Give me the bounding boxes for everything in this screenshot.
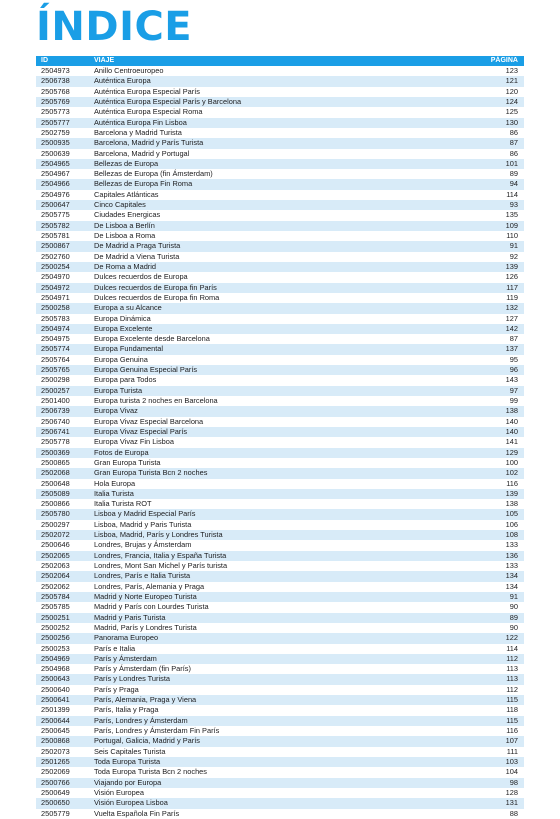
row-trip: Auténtica Europa xyxy=(94,76,151,86)
table-row xyxy=(36,324,524,334)
row-trip: Vuelta Española Fin París xyxy=(94,808,180,818)
row-id: 2504972 xyxy=(41,282,70,292)
row-page: 139 xyxy=(505,261,518,271)
row-trip: Londres, París e Italia Turista xyxy=(94,571,191,581)
row-id: 2500648 xyxy=(41,478,70,488)
row-trip: De Madrid a Viena Turista xyxy=(94,251,180,261)
row-trip: De Lisboa a Berlín xyxy=(94,220,155,230)
table-row xyxy=(36,221,524,231)
row-trip: Londres, Francia, Italia y España Turista xyxy=(94,550,227,560)
row-id: 2500252 xyxy=(41,622,70,632)
row-trip: París y Ámsterdam xyxy=(94,653,157,663)
table-row xyxy=(36,76,524,86)
row-trip: Europa turista 2 noches en Barcelona xyxy=(94,396,218,405)
row-trip: Hola Europa xyxy=(94,478,136,488)
row-trip: Madrid y París con Lourdes Turista xyxy=(94,602,209,612)
row-id: 2504970 xyxy=(41,272,70,282)
table-row xyxy=(36,798,524,808)
row-page: 115 xyxy=(506,715,518,725)
table-row xyxy=(36,468,524,478)
row-id: 2500646 xyxy=(41,540,70,550)
row-page: 135 xyxy=(505,210,518,220)
row-id: 2500867 xyxy=(41,241,70,251)
row-trip: París, Londres y Ámsterdam Fin París xyxy=(94,726,220,735)
row-trip: Viajando por Europa xyxy=(94,777,162,787)
row-trip: Italia Turista xyxy=(94,488,134,498)
row-page: 127 xyxy=(505,313,518,323)
row-id: 2500297 xyxy=(41,519,70,529)
table-row xyxy=(36,592,524,602)
row-id: 2504966 xyxy=(41,179,70,189)
table-row xyxy=(36,654,524,664)
row-page: 99 xyxy=(509,396,518,405)
row-trip: París, Alemania, Praga y Viena xyxy=(94,695,197,705)
row-id: 2504975 xyxy=(41,334,70,344)
row-id: 2500256 xyxy=(41,633,70,643)
table-row xyxy=(36,107,524,117)
table-body xyxy=(36,66,524,819)
table-row xyxy=(36,344,524,354)
table-row xyxy=(36,448,524,458)
row-id: 2504971 xyxy=(41,292,70,302)
row-id: 2500766 xyxy=(41,777,70,787)
row-id: 2500650 xyxy=(41,798,70,808)
table-row xyxy=(36,551,524,561)
row-page: 113 xyxy=(506,674,518,684)
row-id: 2505785 xyxy=(41,602,70,612)
row-page: 106 xyxy=(505,519,518,529)
row-trip: Europa Vivaz Especial Barcelona xyxy=(94,416,204,426)
row-id: 2500254 xyxy=(41,261,70,271)
row-trip: Europa Vivaz xyxy=(94,406,138,416)
row-id: 2504969 xyxy=(41,653,70,663)
row-page: 138 xyxy=(505,499,518,509)
row-id: 2502065 xyxy=(41,550,70,560)
row-trip: Lisboa, Madrid y Paris Turista xyxy=(94,519,192,529)
column-header-page: PÁGINA xyxy=(490,57,518,64)
row-trip: De Roma a Madrid xyxy=(94,261,157,271)
row-page: 133 xyxy=(505,540,518,550)
row-trip: Auténtica Europa Fin Lisboa xyxy=(94,117,187,127)
row-page: 86 xyxy=(509,127,518,137)
row-trip: Capitales Atlánticas xyxy=(94,189,159,199)
table-row xyxy=(36,66,524,76)
row-page: 118 xyxy=(506,705,518,715)
row-page: 94 xyxy=(509,179,518,189)
row-page: 112 xyxy=(506,684,518,694)
row-trip: Auténtica Europa Especial París xyxy=(94,86,200,96)
table-row xyxy=(36,540,524,550)
table-row xyxy=(36,530,524,540)
row-trip: Madrid y Norte Europeo Turista xyxy=(94,591,197,601)
row-page: 130 xyxy=(505,117,518,127)
row-page: 125 xyxy=(505,107,518,117)
row-page: 102 xyxy=(505,468,518,478)
row-trip: Londres, París, Alemania y Praga xyxy=(94,581,205,591)
table-row xyxy=(36,509,524,519)
row-page: 91 xyxy=(509,241,518,251)
row-page: 87 xyxy=(509,334,518,344)
row-id: 2505768 xyxy=(41,86,70,96)
row-page: 112 xyxy=(506,653,518,663)
row-id: 2505777 xyxy=(41,117,70,127)
row-trip: Lisboa y Madrid Especial París xyxy=(94,509,196,519)
row-page: 111 xyxy=(506,746,518,756)
row-trip: Europa para Todos xyxy=(94,375,157,385)
table-row xyxy=(36,169,524,179)
table-row xyxy=(36,138,524,148)
row-trip: Londres, Brujas y Ámsterdam xyxy=(94,540,192,550)
row-id: 2502063 xyxy=(41,561,70,570)
row-id: 2500258 xyxy=(41,303,70,313)
row-page: 140 xyxy=(505,426,518,436)
row-trip: Auténtica Europa Especial Roma xyxy=(94,107,203,117)
row-trip: Barcelona y Madrid Turista xyxy=(94,127,182,137)
row-id: 2504968 xyxy=(41,664,70,674)
row-trip: Europa Excelente xyxy=(94,323,153,333)
table-row xyxy=(36,716,524,726)
row-trip: Europa Fundamental xyxy=(94,344,164,354)
row-id: 2505764 xyxy=(41,354,70,364)
table-row xyxy=(36,809,524,819)
row-id: 2505089 xyxy=(41,488,70,498)
row-id: 2500644 xyxy=(41,715,70,725)
table-row xyxy=(36,582,524,592)
row-page: 91 xyxy=(509,591,518,601)
row-id: 2505782 xyxy=(41,220,70,230)
row-trip: París y Praga xyxy=(94,684,139,694)
table-row xyxy=(36,747,524,757)
row-id: 2505783 xyxy=(41,313,70,323)
row-page: 90 xyxy=(509,622,518,632)
table-row xyxy=(36,396,524,406)
row-id: 2505773 xyxy=(41,107,70,117)
row-id: 2500868 xyxy=(41,736,70,746)
row-id: 2500298 xyxy=(41,375,70,385)
row-page: 114 xyxy=(506,189,518,199)
row-page: 126 xyxy=(505,272,518,282)
table-row xyxy=(36,685,524,695)
table-row xyxy=(36,736,524,746)
row-trip: Gran Europa Turista xyxy=(94,457,161,467)
table-row xyxy=(36,499,524,509)
row-page: 101 xyxy=(505,158,518,168)
row-page: 122 xyxy=(505,633,518,643)
row-page: 98 xyxy=(509,777,518,787)
row-id: 2501399 xyxy=(41,705,70,715)
table-row xyxy=(36,623,524,633)
row-trip: Toda Europa Turista Bcn 2 noches xyxy=(94,767,207,777)
row-trip: Madrid y Paris Turista xyxy=(94,612,166,622)
row-trip: Bellezas de Europa Fin Roma xyxy=(94,179,193,189)
row-trip: Madrid, París y Londres Turista xyxy=(94,622,197,632)
table-row xyxy=(36,437,524,447)
row-id: 2502072 xyxy=(41,530,70,540)
table-row xyxy=(36,386,524,396)
row-id: 2504965 xyxy=(41,158,70,168)
row-id: 2501265 xyxy=(41,756,70,766)
row-trip: Panorama Europeo xyxy=(94,633,159,643)
row-trip: Dulces recuerdos de Europa xyxy=(94,272,188,282)
row-id: 2505775 xyxy=(41,210,70,220)
table-row xyxy=(36,87,524,97)
row-page: 134 xyxy=(505,581,518,591)
row-trip: Bellezas de Europa (fin Ámsterdam) xyxy=(94,169,213,179)
page-title: ÍNDICE xyxy=(36,4,193,50)
table-row xyxy=(36,365,524,375)
row-trip: Cinco Capitales xyxy=(94,200,146,210)
row-id: 2505781 xyxy=(41,231,70,240)
row-page: 121 xyxy=(505,76,518,86)
row-id: 2505779 xyxy=(41,808,70,818)
row-page: 103 xyxy=(505,756,518,766)
row-page: 114 xyxy=(506,643,518,653)
row-trip: De Madrid a Praga Turista xyxy=(94,241,181,251)
row-trip: París y Ámsterdam (fin París) xyxy=(94,664,191,674)
row-trip: Europa a su Alcance xyxy=(94,303,162,313)
row-page: 96 xyxy=(509,365,518,375)
row-id: 2500257 xyxy=(41,385,70,395)
row-page: 141 xyxy=(505,437,518,447)
row-page: 133 xyxy=(505,561,518,570)
row-id: 2505774 xyxy=(41,344,70,354)
row-id: 2501400 xyxy=(41,396,70,405)
row-page: 107 xyxy=(505,736,518,746)
row-trip: Europa Genuina xyxy=(94,354,148,364)
row-id: 2500649 xyxy=(41,787,70,797)
row-id: 2502069 xyxy=(41,767,70,777)
row-page: 123 xyxy=(505,66,518,75)
row-id: 2500640 xyxy=(41,684,70,694)
table-row xyxy=(36,427,524,437)
row-trip: Dulces recuerdos de Europa fin París xyxy=(94,282,217,292)
row-id: 2502759 xyxy=(41,127,70,137)
row-id: 2500866 xyxy=(41,499,70,509)
table-header xyxy=(36,56,524,66)
table-row xyxy=(36,633,524,643)
row-trip: Barcelona, Madrid y Portugal xyxy=(94,148,190,158)
row-page: 136 xyxy=(505,550,518,560)
row-id: 2502760 xyxy=(41,251,70,261)
row-trip: Europa Excelente desde Barcelona xyxy=(94,334,210,344)
row-page: 140 xyxy=(505,416,518,426)
table-row xyxy=(36,355,524,365)
row-page: 86 xyxy=(509,148,518,158)
table-row xyxy=(36,695,524,705)
table-row xyxy=(36,571,524,581)
row-id: 2502062 xyxy=(41,581,70,591)
row-page: 110 xyxy=(506,231,518,240)
row-id: 2506738 xyxy=(41,76,70,86)
table-row xyxy=(36,272,524,282)
row-trip: Toda Europa Turista xyxy=(94,756,161,766)
row-page: 97 xyxy=(509,385,518,395)
row-page: 89 xyxy=(509,169,518,179)
table-row xyxy=(36,159,524,169)
row-id: 2505784 xyxy=(41,591,70,601)
row-id: 2500645 xyxy=(41,726,70,735)
table-row xyxy=(36,118,524,128)
table-row xyxy=(36,375,524,385)
row-trip: Ciudades Energicas xyxy=(94,210,161,220)
table-row xyxy=(36,231,524,241)
row-page: 117 xyxy=(506,282,518,292)
row-trip: Italia Turista ROT xyxy=(94,499,152,509)
row-page: 88 xyxy=(509,808,518,818)
row-page: 129 xyxy=(505,447,518,457)
row-trip: De Lisboa a Roma xyxy=(94,231,156,240)
row-page: 105 xyxy=(505,509,518,519)
row-page: 116 xyxy=(506,478,518,488)
index-table xyxy=(36,56,524,819)
table-row xyxy=(36,561,524,571)
table-row xyxy=(36,128,524,138)
row-trip: Auténtica Europa Especial París y Barcelona xyxy=(94,96,242,106)
row-trip: París e Italia xyxy=(94,643,136,653)
row-trip: París, Italia y Praga xyxy=(94,705,159,715)
table-row xyxy=(36,479,524,489)
table-row xyxy=(36,314,524,324)
row-page: 113 xyxy=(506,664,518,674)
row-page: 139 xyxy=(505,488,518,498)
row-id: 2504974 xyxy=(41,323,70,333)
row-trip: París, Londres y Ámsterdam xyxy=(94,715,188,725)
table-row xyxy=(36,788,524,798)
row-page: 134 xyxy=(505,571,518,581)
table-row xyxy=(36,613,524,623)
row-trip: Europa Vivaz Especial París xyxy=(94,426,188,436)
row-page: 119 xyxy=(506,292,518,302)
row-id: 2500641 xyxy=(41,695,70,705)
row-trip: Europa Dinámica xyxy=(94,313,151,323)
row-id: 2500643 xyxy=(41,674,70,684)
row-page: 131 xyxy=(505,798,518,808)
row-trip: París y Londres Turista xyxy=(94,674,170,684)
row-id: 2502068 xyxy=(41,468,70,478)
table-row xyxy=(36,200,524,210)
row-page: 87 xyxy=(509,138,518,148)
row-id: 2500251 xyxy=(41,612,70,622)
row-id: 2500253 xyxy=(41,643,70,653)
row-id: 2505769 xyxy=(41,96,70,106)
column-header-trip: VIAJE xyxy=(94,57,115,64)
row-page: 115 xyxy=(506,695,518,705)
row-trip: Visión Europea Lisboa xyxy=(94,798,168,808)
table-row xyxy=(36,293,524,303)
row-trip: Lisboa, Madrid, París y Londres Turista xyxy=(94,530,223,540)
row-trip: Fotos de Europa xyxy=(94,447,149,457)
row-page: 116 xyxy=(506,726,518,735)
column-header-id: ID xyxy=(41,57,48,64)
table-row xyxy=(36,664,524,674)
row-id: 2504973 xyxy=(41,66,70,75)
row-page: 92 xyxy=(509,251,518,261)
row-page: 90 xyxy=(509,602,518,612)
row-page: 142 xyxy=(505,323,518,333)
table-row xyxy=(36,334,524,344)
table-row xyxy=(36,705,524,715)
row-trip: Europa Vivaz Fin Lisboa xyxy=(94,437,174,447)
row-trip: Portugal, Galicia, Madrid y París xyxy=(94,736,200,746)
table-row xyxy=(36,97,524,107)
row-id: 2506739 xyxy=(41,406,70,416)
table-row xyxy=(36,726,524,736)
row-trip: Bellezas de Europa xyxy=(94,158,159,168)
table-row xyxy=(36,417,524,427)
row-page: 104 xyxy=(505,767,518,777)
row-page: 108 xyxy=(505,530,518,540)
table-row xyxy=(36,149,524,159)
row-trip: Europa Turista xyxy=(94,385,143,395)
row-trip: Anillo Centroeuropeo xyxy=(94,66,164,75)
row-page: 93 xyxy=(509,200,518,210)
table-row xyxy=(36,303,524,313)
table-row xyxy=(36,262,524,272)
table-row xyxy=(36,179,524,189)
row-trip: Gran Europa Turista Bcn 2 noches xyxy=(94,468,208,478)
row-page: 89 xyxy=(509,612,518,622)
row-page: 128 xyxy=(505,787,518,797)
row-page: 132 xyxy=(505,303,518,313)
table-row xyxy=(36,283,524,293)
row-page: 137 xyxy=(505,344,518,354)
row-id: 2505778 xyxy=(41,437,70,447)
row-page: 120 xyxy=(505,86,518,96)
row-id: 2500639 xyxy=(41,148,70,158)
table-row xyxy=(36,757,524,767)
row-id: 2500647 xyxy=(41,200,70,210)
row-id: 2506740 xyxy=(41,416,70,426)
row-page: 109 xyxy=(505,220,518,230)
row-page: 143 xyxy=(505,375,518,385)
table-row xyxy=(36,778,524,788)
row-id: 2506741 xyxy=(41,426,70,436)
row-id: 2500369 xyxy=(41,447,70,457)
row-id: 2500865 xyxy=(41,457,70,467)
row-trip: Europa Genuina Especial París xyxy=(94,365,198,375)
table-row xyxy=(36,190,524,200)
row-page: 138 xyxy=(505,406,518,416)
table-row xyxy=(36,602,524,612)
row-id: 2502073 xyxy=(41,746,70,756)
table-row xyxy=(36,674,524,684)
row-trip: Dulces recuerdos de Europa fin Roma xyxy=(94,292,220,302)
table-row xyxy=(36,458,524,468)
row-trip: Seis Capitales Turista xyxy=(94,746,166,756)
table-row xyxy=(36,210,524,220)
row-trip: Visión Europea xyxy=(94,787,144,797)
table-row xyxy=(36,241,524,251)
row-id: 2505780 xyxy=(41,509,70,519)
row-page: 95 xyxy=(509,354,518,364)
row-page: 100 xyxy=(505,457,518,467)
row-trip: Londres, Mont San Michel y París turista xyxy=(94,561,228,570)
row-id: 2504976 xyxy=(41,189,70,199)
row-id: 2505765 xyxy=(41,365,70,375)
row-page: 124 xyxy=(505,96,518,106)
table-row xyxy=(36,767,524,777)
table-row xyxy=(36,520,524,530)
table-row xyxy=(36,489,524,499)
table-row xyxy=(36,252,524,262)
table-row xyxy=(36,644,524,654)
row-id: 2500935 xyxy=(41,138,70,148)
row-id: 2504967 xyxy=(41,169,70,179)
row-trip: Barcelona, Madrid y París Turista xyxy=(94,138,204,148)
row-id: 2502064 xyxy=(41,571,70,581)
table-row xyxy=(36,406,524,416)
